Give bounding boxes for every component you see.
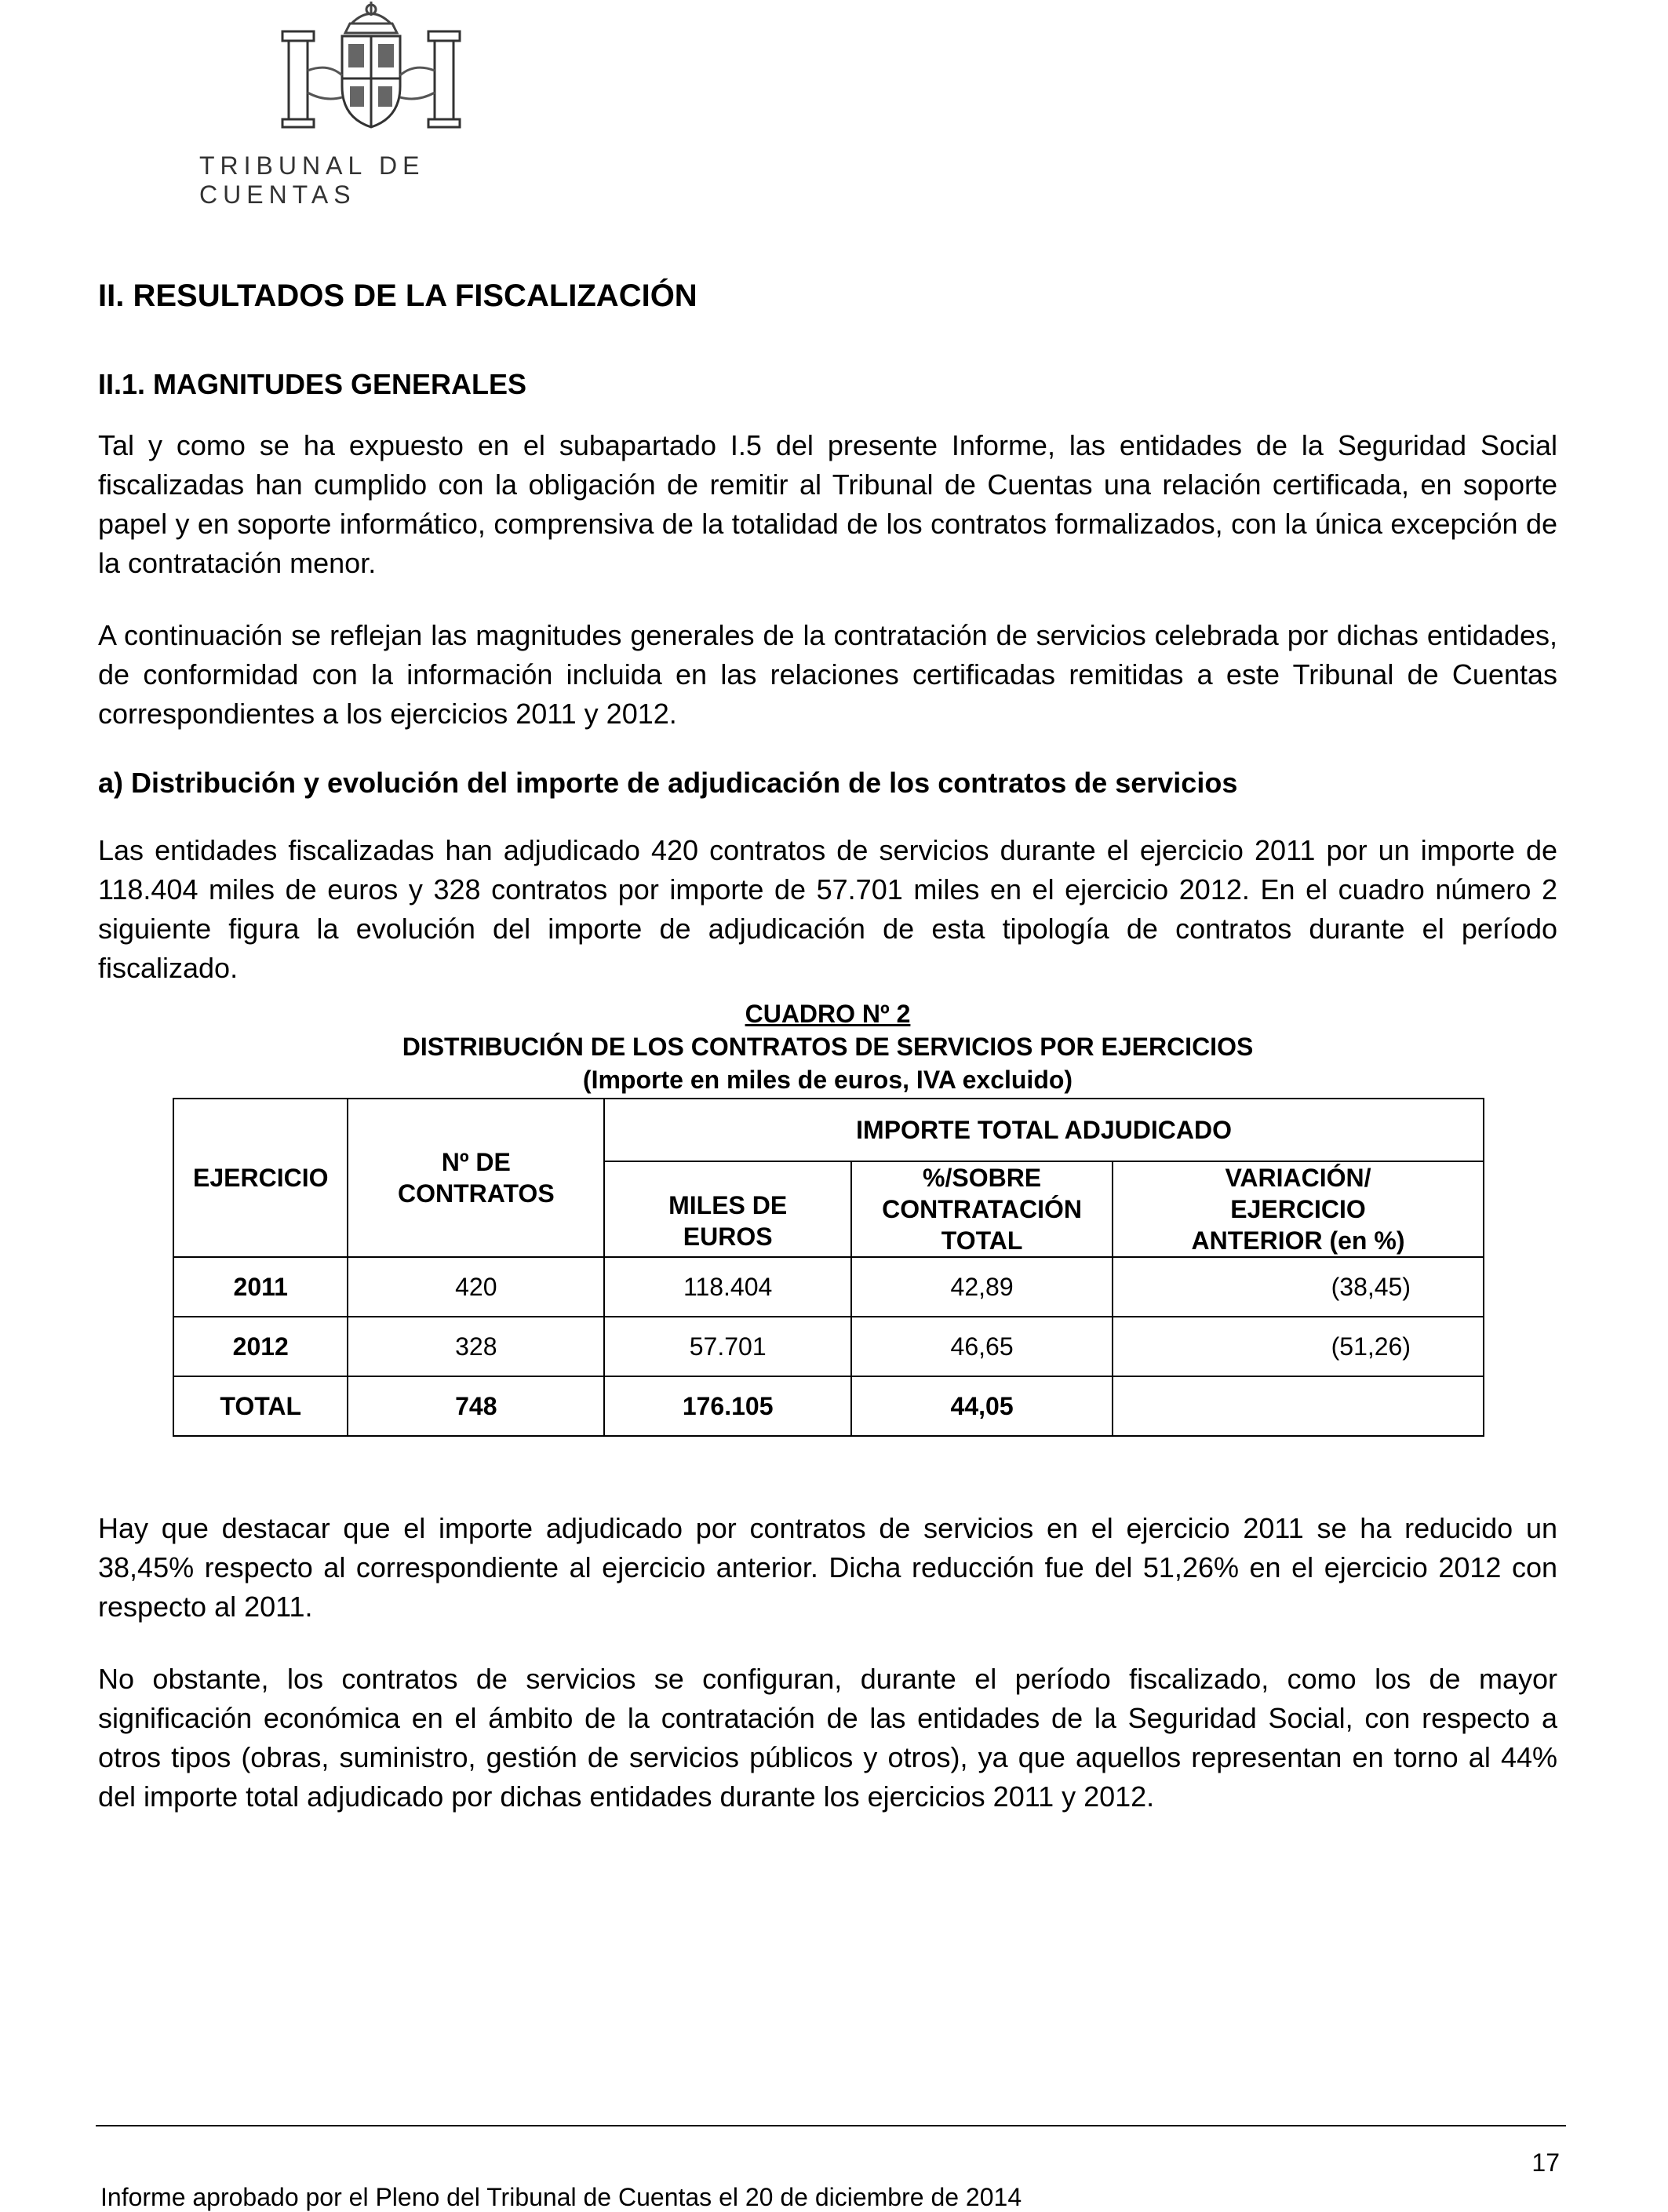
cell-porcentaje: 42,89 (851, 1257, 1113, 1317)
cell-ejercicio: 2012 (173, 1317, 348, 1376)
header-porcentaje: %/SOBRE CONTRATACIÓN TOTAL (851, 1161, 1113, 1257)
paragraph: Hay que destacar que el importe adjudicado por contratos de servicios en el ejercicio 2011 se ha reducido un 38,45% respecto al correspondiente al ejercicio anterior. Dicha reducción fue del 51,26% en el ejercicio 2012 con respecto al 2011. (98, 1512, 1557, 1623)
paragraph: Tal y como se ha expuesto en el subapartado I.5 del presente Informe, las entidades de la Seguridad Social fiscalizadas han cumplido con la obligación de remitir al Tribunal de Cuentas una relación certificada, en soporte papel y en soporte informático, comprensiva de la totalidad de los contratos formalizados, con la única excepción de la contratación menor. (98, 429, 1557, 579)
paragraph: A continuación se reflejan las magnitudes generales de la contratación de servicios celebrada por dichas entidades, de conformidad con la información incluida en las relaciones certificadas remitidas a este Tribunal de Cuentas correspondientes a los ejercicios 2011 y 2012. (98, 619, 1557, 730)
footer-divider (96, 2125, 1566, 2126)
table-number: CUADRO Nº 2 (745, 1000, 911, 1028)
cell-variacion: (51,26) (1113, 1317, 1484, 1376)
cell-miles: 176.105 (604, 1376, 851, 1436)
header-logo (99, 0, 538, 209)
cell-ejercicio: 2011 (173, 1257, 348, 1317)
document-body (98, 279, 1557, 1849)
section-title: II. RESULTADOS DE LA FISCALIZACIÓN (98, 279, 697, 313)
section-subtitle: II.1. MAGNITUDES GENERALES (98, 368, 527, 400)
organization-name: TRIBUNAL DE CUENTAS (199, 151, 425, 209)
table-subtitle: (Importe en miles de euros, IVA excluido) (582, 1066, 1073, 1094)
table-row (173, 1317, 1484, 1376)
page-number: 17 (1531, 2148, 1560, 2177)
table-title: DISTRIBUCIÓN DE LOS CONTRATOS DE SERVICIOS POR EJERCICIOS (402, 1033, 1254, 1061)
cell-n-contratos: 748 (348, 1376, 604, 1436)
header-n-contratos: Nº DE CONTRATOS (348, 1099, 604, 1257)
header-miles: MILES DE EUROS (604, 1161, 851, 1257)
table-total-row (173, 1376, 1484, 1436)
header-importe-group: IMPORTE TOTAL ADJUDICADO (604, 1099, 1484, 1161)
subsection-heading: a) Distribución y evolución del importe de adjudicación de los contratos de servicios (98, 767, 1238, 799)
footer-text: Informe aprobado por el Pleno del Tribunal de Cuentas el 20 de diciembre de 2014 (100, 2183, 1022, 2211)
coat-of-arms-icon (257, 0, 485, 133)
paragraph: Las entidades fiscalizadas han adjudicado 420 contratos de servicios durante el ejercicio 2011 por un importe de 118.404 miles de euros y 328 contratos por importe de 57.701 miles en el ejercicio 2012. En el cuadro número 2 siguiente figura la evolución del importe de adjudicación de esta tipología de contratos durante el período fiscalizado. (98, 834, 1557, 984)
cell-ejercicio: TOTAL (173, 1376, 348, 1436)
cell-n-contratos: 420 (348, 1257, 604, 1317)
paragraph: No obstante, los contratos de servicios se configuran, durante el período fiscalizado, como los de mayor significación económica en el ámbito de la contratación de las entidades de la Seguridad Social, con respecto a otros tipos (obras, suministro, gestión de servicios públicos y otros), ya que aquellos representan en torno al 44% del importe total adjudicado por dichas entidades durante los ejercicios 2011 y 2012. (98, 1663, 1557, 1813)
contracts-table (173, 1098, 1484, 1437)
header-variacion: VARIACIÓN/ EJERCICIO ANTERIOR (en %) (1113, 1161, 1484, 1257)
cell-porcentaje: 46,65 (851, 1317, 1113, 1376)
cell-porcentaje: 44,05 (851, 1376, 1113, 1436)
cell-miles: 57.701 (604, 1317, 851, 1376)
cell-variacion: (38,45) (1113, 1257, 1484, 1317)
table-caption (98, 997, 1557, 1096)
header-ejercicio: EJERCICIO (173, 1099, 348, 1257)
cell-miles: 118.404 (604, 1257, 851, 1317)
cell-n-contratos: 328 (348, 1317, 604, 1376)
table-header-row (173, 1099, 1484, 1161)
cell-variacion (1113, 1376, 1484, 1436)
table-row (173, 1257, 1484, 1317)
